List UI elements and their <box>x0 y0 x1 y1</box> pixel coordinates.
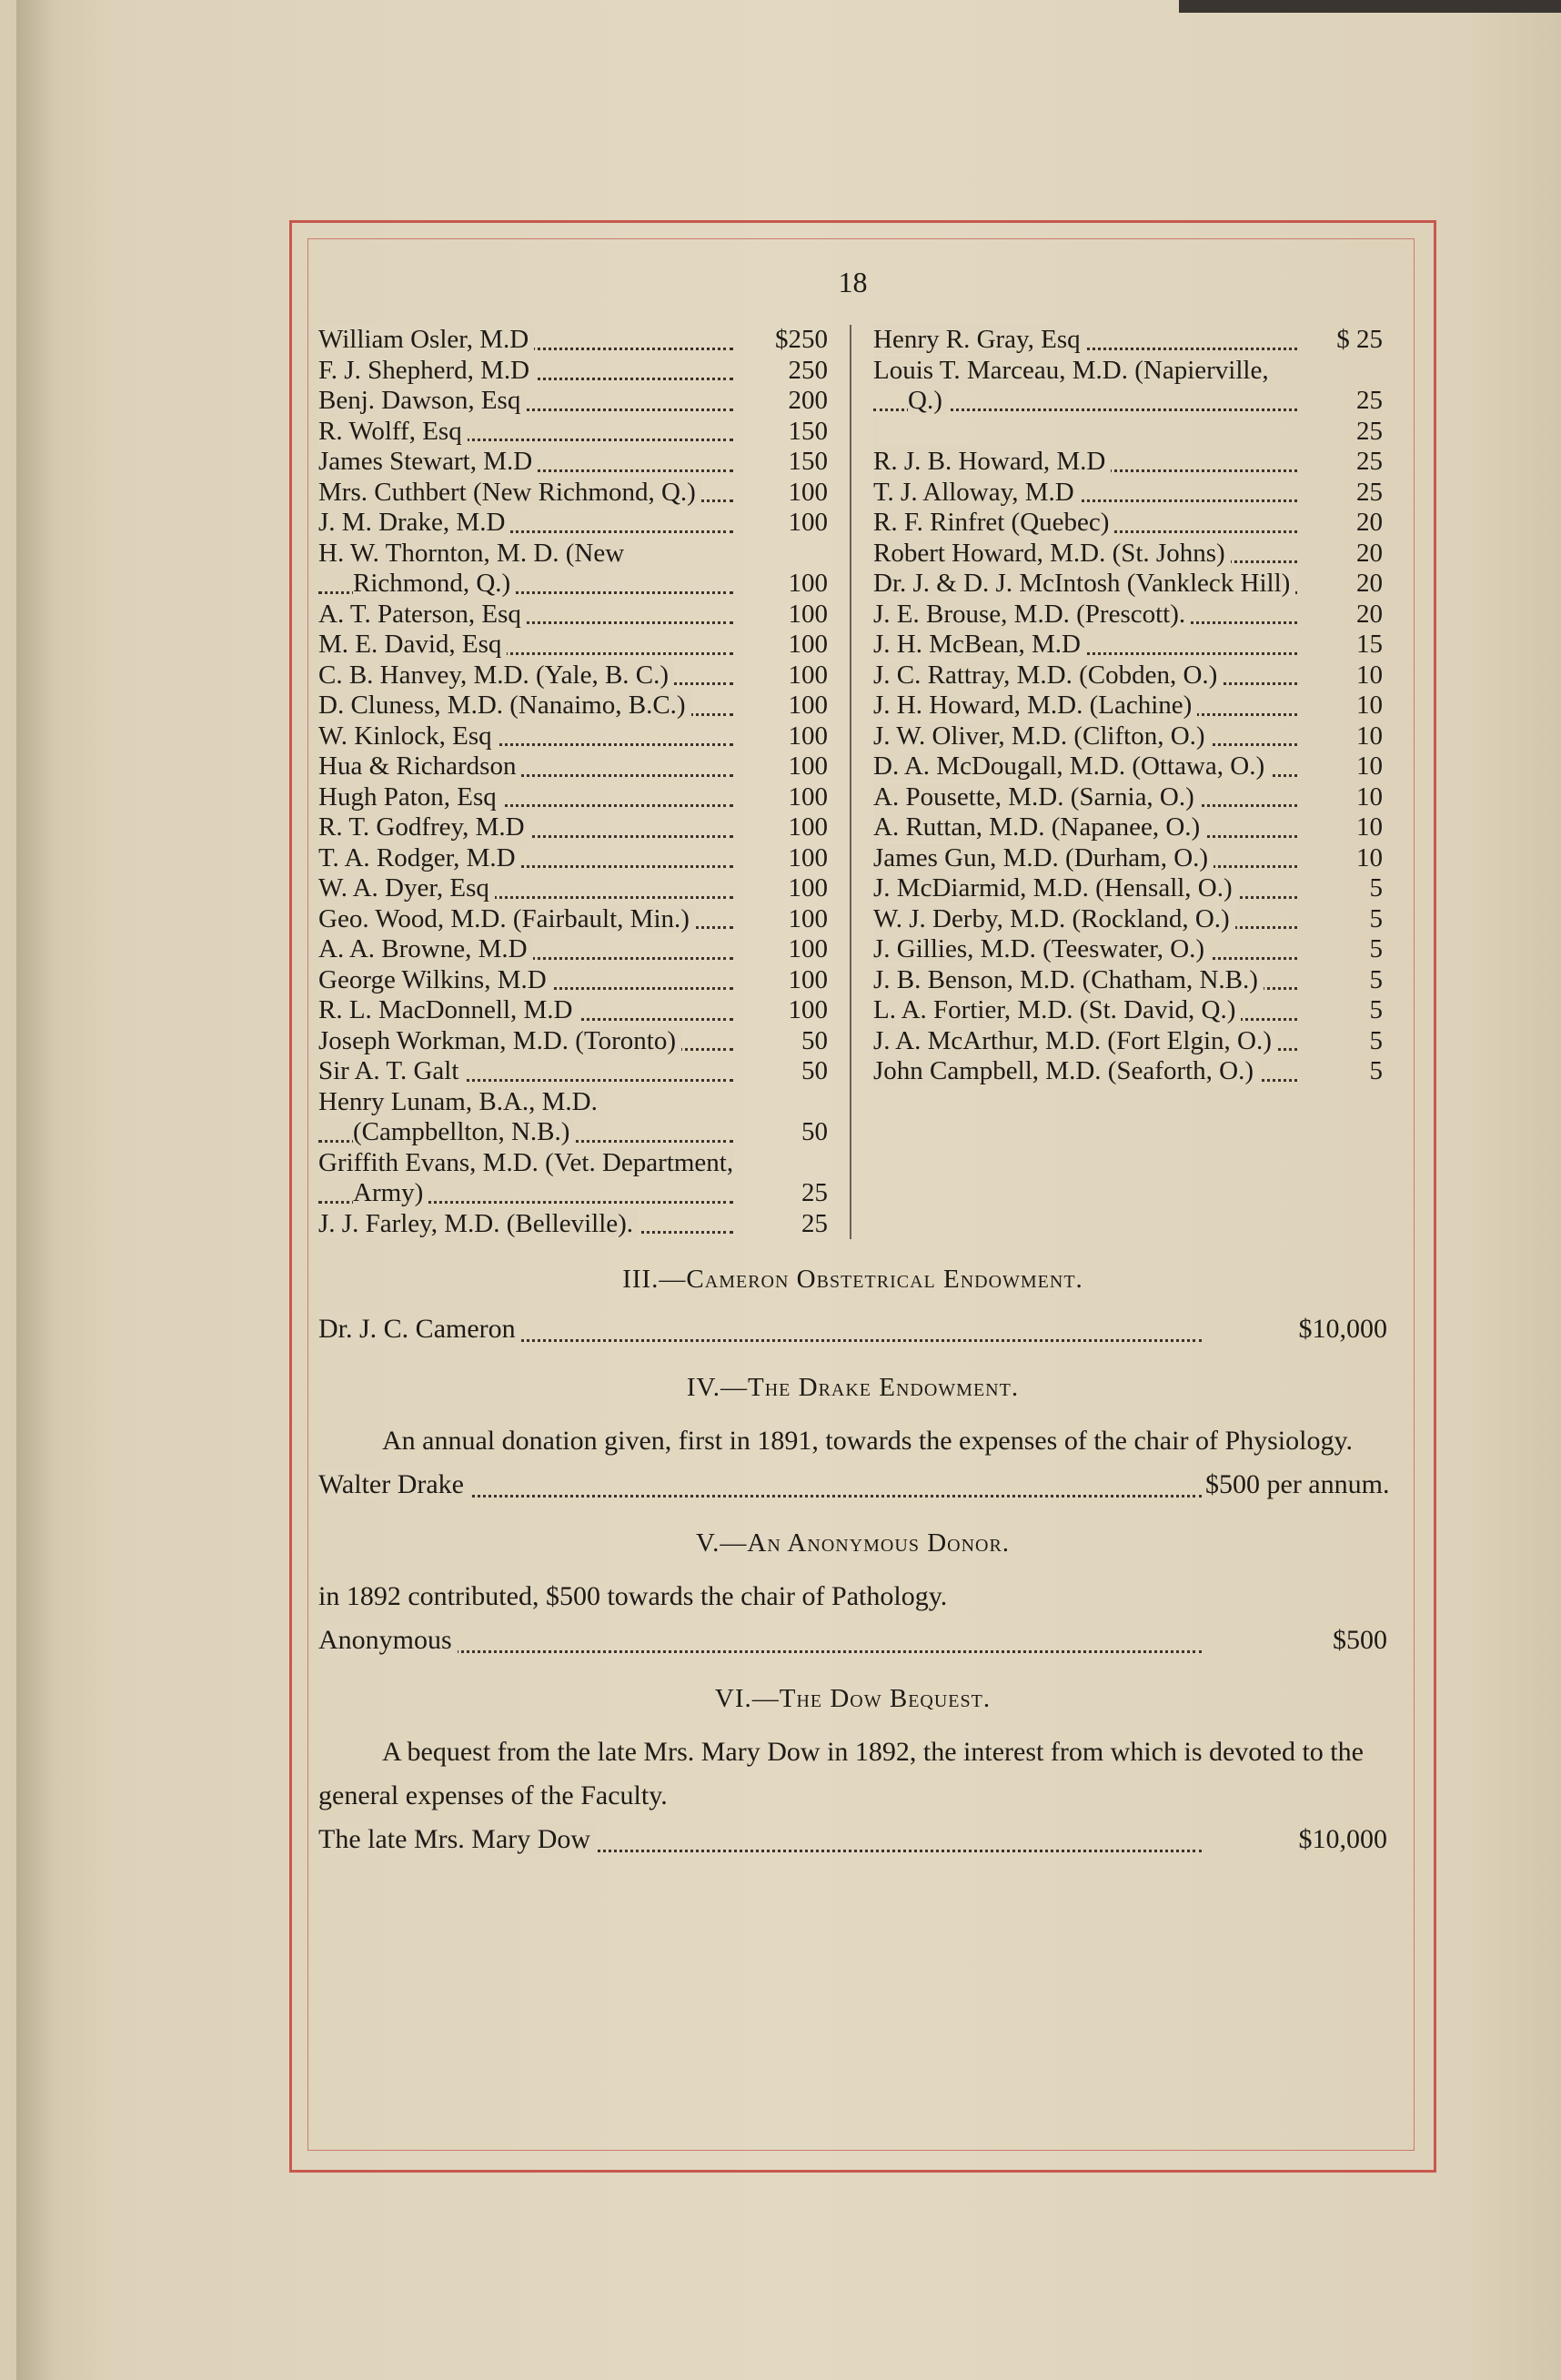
subscription-amount: 150 <box>788 447 828 476</box>
left-entry <box>318 1148 828 1209</box>
subscription-amount: 20 <box>1356 538 1383 568</box>
subscription-amount: 100 <box>788 964 828 994</box>
subscription-amount: 100 <box>788 751 828 781</box>
subscriber-name: James Gun, M.D. (Durham, O.) <box>873 843 1301 874</box>
section3-heading: III.—Cameron Obstetrical Endowment. <box>622 1265 1083 1294</box>
subscriber-name: Sir A. T. Galt <box>318 1056 737 1087</box>
section5-heading: V.—An Anonymous Donor. <box>695 1528 1011 1558</box>
left-entry <box>318 325 828 356</box>
subscriber-name: A. A. Browne, M.D <box>318 934 737 965</box>
section6-text: A bequest from the late Mrs. Mary Dow in 1892, the interest from which is devoted to the general expenses of the Faculty. <box>318 1737 1364 1810</box>
subscriber-name: F. J. Shepherd, M.D <box>318 356 737 387</box>
right-entry <box>873 721 1383 752</box>
subscription-amount: 250 <box>788 355 828 385</box>
left-entry <box>318 539 828 600</box>
left-entry <box>318 812 828 843</box>
page-content <box>318 255 1390 1867</box>
subscription-amount: 10 <box>1356 782 1383 812</box>
subscriber-name: D. A. McDougall, M.D. (Ottawa, O.) <box>873 751 1301 782</box>
subscription-amount: 150 <box>788 416 828 446</box>
subscriber-name: T. A. Rodger, M.D <box>318 843 737 874</box>
right-entry <box>873 447 1383 478</box>
subscriber-name: W. J. Derby, M.D. (Rockland, O.) <box>873 904 1301 935</box>
subscriber-name: T. J. Alloway, M.D <box>873 478 1301 509</box>
subscription-amount: 25 <box>1356 386 1383 415</box>
section4-heading: IV.—The Drake Endowment. <box>686 1373 1020 1402</box>
subscriber-name: W. Kinlock, Esq <box>318 721 737 752</box>
subscription-amount: 5 <box>1369 1056 1383 1085</box>
subscriber-name: A. T. Paterson, Esq <box>318 600 737 630</box>
subscriber-name: L. A. Fortier, M.D. (St. David, Q.) <box>873 995 1301 1026</box>
subscription-amount: 100 <box>788 630 828 659</box>
section4-line <box>318 1467 1390 1503</box>
subscription-amount: 25 <box>1356 416 1383 446</box>
subscriber-name: Mrs. Cuthbert (New Richmond, Q.) <box>318 478 737 509</box>
section6-heading: VI.—The Dow Bequest. <box>714 1684 992 1713</box>
subscription-amount: $ 25 <box>1336 325 1383 354</box>
subscriber-name: Hua & Richardson <box>318 751 737 782</box>
subscription-amount: 50 <box>801 1056 828 1085</box>
subscriber-name: R. Wolff, Esq <box>318 417 737 448</box>
subscriber-name: Geo. Wood, M.D. (Fairbault, Min.) <box>318 904 737 935</box>
left-entry <box>318 721 828 752</box>
subscriber-name: J. H. McBean, M.D <box>873 630 1301 661</box>
right-entry <box>873 1026 1383 1057</box>
subscription-amount: 100 <box>788 842 828 872</box>
left-entry <box>318 873 828 904</box>
subscriber-name: R. L. MacDonnell, M.D <box>318 995 737 1026</box>
right-entry <box>873 508 1383 539</box>
left-entry <box>318 661 828 691</box>
subscriber-name: J. W. Oliver, M.D. (Clifton, O.) <box>873 721 1301 752</box>
right-entry <box>873 569 1383 600</box>
subscription-amount: 25 <box>801 1208 828 1238</box>
left-entry <box>318 1026 828 1057</box>
left-entry <box>318 1056 828 1087</box>
subscriber-name <box>873 417 1301 448</box>
subscriber-name: Louis T. Marceau, M.D. (Napierville, Q.) <box>873 356 1301 417</box>
section3-amount: $10,000 <box>1298 1314 1387 1344</box>
subscriber-name: John Campbell, M.D. (Seaforth, O.) <box>873 1056 1301 1087</box>
subscription-amount: 100 <box>788 721 828 751</box>
subscription-amount: 100 <box>788 660 828 690</box>
left-entry <box>318 934 828 965</box>
subscriber-name: W. A. Dyer, Esq <box>318 873 737 904</box>
subscription-amount: 100 <box>788 569 828 598</box>
right-entry <box>873 995 1383 1026</box>
right-entry <box>873 417 1383 448</box>
section4-name: Walter Drake <box>318 1467 1205 1503</box>
subscriber-name: J. B. Benson, M.D. (Chatham, N.B.) <box>873 965 1301 996</box>
left-entry <box>318 630 828 661</box>
right-entry <box>873 751 1383 782</box>
subscription-amount: 100 <box>788 903 828 933</box>
subscription-amount: 10 <box>1356 721 1383 751</box>
subscriber-name: J. E. Brouse, M.D. (Prescott). <box>873 600 1301 630</box>
subscriber-name: A. Pousette, M.D. (Sarnia, O.) <box>873 782 1301 813</box>
subscriber-name: Dr. J. & D. J. McIntosh (Vankleck Hill) <box>873 569 1301 600</box>
right-entry <box>873 934 1383 965</box>
right-entry <box>873 478 1383 509</box>
right-entry <box>873 1056 1383 1087</box>
left-entry <box>318 843 828 874</box>
subscriber-name: J. A. McArthur, M.D. (Fort Elgin, O.) <box>873 1026 1301 1057</box>
subscriber-name: Griffith Evans, M.D. (Vet. Department, Army) <box>318 1147 734 1207</box>
subscriber-name: J. McDiarmid, M.D. (Hensall, O.) <box>873 873 1301 904</box>
left-entry <box>318 417 828 448</box>
subscriber-name: J. C. Rattray, M.D. (Cobden, O.) <box>873 661 1301 691</box>
subscriber-name: J. J. Farley, M.D. (Belleville). <box>318 1209 737 1240</box>
left-entry <box>318 904 828 935</box>
section4-amount: $500 per annum. <box>1205 1469 1390 1499</box>
subscriber-name: Henry R. Gray, Esq <box>873 325 1301 356</box>
subscription-amount: 100 <box>788 508 828 537</box>
subscription-amount: $250 <box>775 325 828 354</box>
subscription-amount: 200 <box>788 386 828 415</box>
subscription-amount: 100 <box>788 934 828 963</box>
top-edge-strip <box>1179 0 1561 13</box>
section5-name: Anonymous <box>318 1622 1205 1659</box>
subscription-amount: 20 <box>1356 569 1383 598</box>
subscriber-name: A. Ruttan, M.D. (Napanee, O.) <box>873 812 1301 843</box>
subscriber-name: Hugh Paton, Esq <box>318 782 737 813</box>
subscription-amount: 10 <box>1356 660 1383 690</box>
subscription-amount: 25 <box>1356 477 1383 507</box>
right-entry <box>873 356 1383 417</box>
left-entry <box>318 600 828 630</box>
subscription-amount: 20 <box>1356 599 1383 629</box>
right-entry <box>873 965 1383 996</box>
right-entry <box>873 600 1383 630</box>
subscription-amount: 100 <box>788 691 828 720</box>
subscriber-columns <box>318 325 1387 1239</box>
subscriber-name: Robert Howard, M.D. (St. Johns) <box>873 539 1301 570</box>
left-entry <box>318 356 828 387</box>
subscription-amount: 100 <box>788 995 828 1024</box>
subscription-amount: 50 <box>801 1025 828 1055</box>
subscription-amount: 15 <box>1356 630 1383 659</box>
subscriber-name: H. W. Thornton, M. D. (New Richmond, Q.) <box>318 539 737 600</box>
subscription-amount: 20 <box>1356 508 1383 537</box>
subscriber-name: J. M. Drake, M.D <box>318 508 737 539</box>
subscription-amount: 100 <box>788 782 828 812</box>
left-column <box>318 325 851 1239</box>
right-entry <box>873 325 1383 356</box>
subscriber-name: Henry Lunam, B.A., M.D. (Campbellton, N.B.) <box>318 1087 737 1148</box>
subscription-amount: 5 <box>1369 964 1383 994</box>
subscriber-name: Benj. Dawson, Esq <box>318 386 737 417</box>
left-entry <box>318 447 828 478</box>
right-entry <box>873 630 1383 661</box>
subscription-amount: 25 <box>801 1178 828 1207</box>
subscriber-name: William Osler, M.D <box>318 325 737 356</box>
subscriber-name: R. F. Rinfret (Quebec) <box>873 508 1301 539</box>
section5-text: in 1892 contributed, $500 towards the chair of Pathology. <box>318 1581 948 1611</box>
left-entry <box>318 1209 828 1240</box>
subscription-amount: 100 <box>788 873 828 903</box>
section6-amount: $10,000 <box>1298 1824 1387 1854</box>
right-entry <box>873 661 1383 691</box>
right-entry <box>873 843 1383 874</box>
subscription-amount: 25 <box>1356 447 1383 476</box>
left-entry <box>318 1087 828 1148</box>
subscriber-name: R. T. Godfrey, M.D <box>318 812 737 843</box>
section5-line <box>318 1622 1387 1659</box>
right-entry <box>873 539 1383 570</box>
right-entry <box>873 873 1383 904</box>
subscription-amount: 10 <box>1356 842 1383 872</box>
left-entry <box>318 386 828 417</box>
subscriber-name: C. B. Hanvey, M.D. (Yale, B. C.) <box>318 661 737 691</box>
subscription-amount: 5 <box>1369 1025 1383 1055</box>
subscriber-name: James Stewart, M.D <box>318 447 737 478</box>
left-entry <box>318 691 828 721</box>
section5-amount: $500 <box>1333 1625 1387 1655</box>
section3-name: Dr. J. C. Cameron <box>318 1311 1205 1347</box>
book-spine-shadow <box>16 0 53 2380</box>
left-entry <box>318 995 828 1026</box>
right-entry <box>873 904 1383 935</box>
subscription-amount: 100 <box>788 477 828 507</box>
right-entry <box>873 691 1383 721</box>
subscriber-name: J. H. Howard, M.D. (Lachine) <box>873 691 1301 721</box>
subscription-amount: 5 <box>1369 873 1383 903</box>
subscriber-name: J. Gillies, M.D. (Teeswater, O.) <box>873 934 1301 965</box>
page-number: 18 <box>838 266 868 298</box>
subscription-amount: 10 <box>1356 691 1383 720</box>
subscriber-name: M. E. David, Esq <box>318 630 737 661</box>
right-entry <box>873 812 1383 843</box>
right-column <box>851 325 1383 1239</box>
subscription-amount: 5 <box>1369 995 1383 1024</box>
left-entry <box>318 508 828 539</box>
subscription-amount: 50 <box>801 1117 828 1146</box>
left-entry <box>318 751 828 782</box>
section4-text: An annual donation given, first in 1891, towards the expenses of the chair of Physiology. <box>382 1426 1354 1456</box>
left-entry <box>318 478 828 509</box>
subscriber-name: R. J. B. Howard, M.D <box>873 447 1301 478</box>
right-entry <box>873 782 1383 813</box>
subscription-amount: 100 <box>788 599 828 629</box>
section6-name: The late Mrs. Mary Dow <box>318 1821 1205 1858</box>
subscriber-name: D. Cluness, M.D. (Nanaimo, B.C.) <box>318 691 737 721</box>
section6-line <box>318 1821 1387 1858</box>
subscription-amount: 10 <box>1356 812 1383 842</box>
subscription-amount: 5 <box>1369 934 1383 963</box>
section3-line <box>318 1311 1387 1347</box>
subscription-amount: 100 <box>788 812 828 842</box>
left-entry <box>318 782 828 813</box>
subscriber-name: Joseph Workman, M.D. (Toronto) <box>318 1026 737 1057</box>
subscription-amount: 10 <box>1356 751 1383 781</box>
subscription-amount: 5 <box>1369 903 1383 933</box>
left-entry <box>318 965 828 996</box>
subscriber-name: George Wilkins, M.D <box>318 965 737 996</box>
